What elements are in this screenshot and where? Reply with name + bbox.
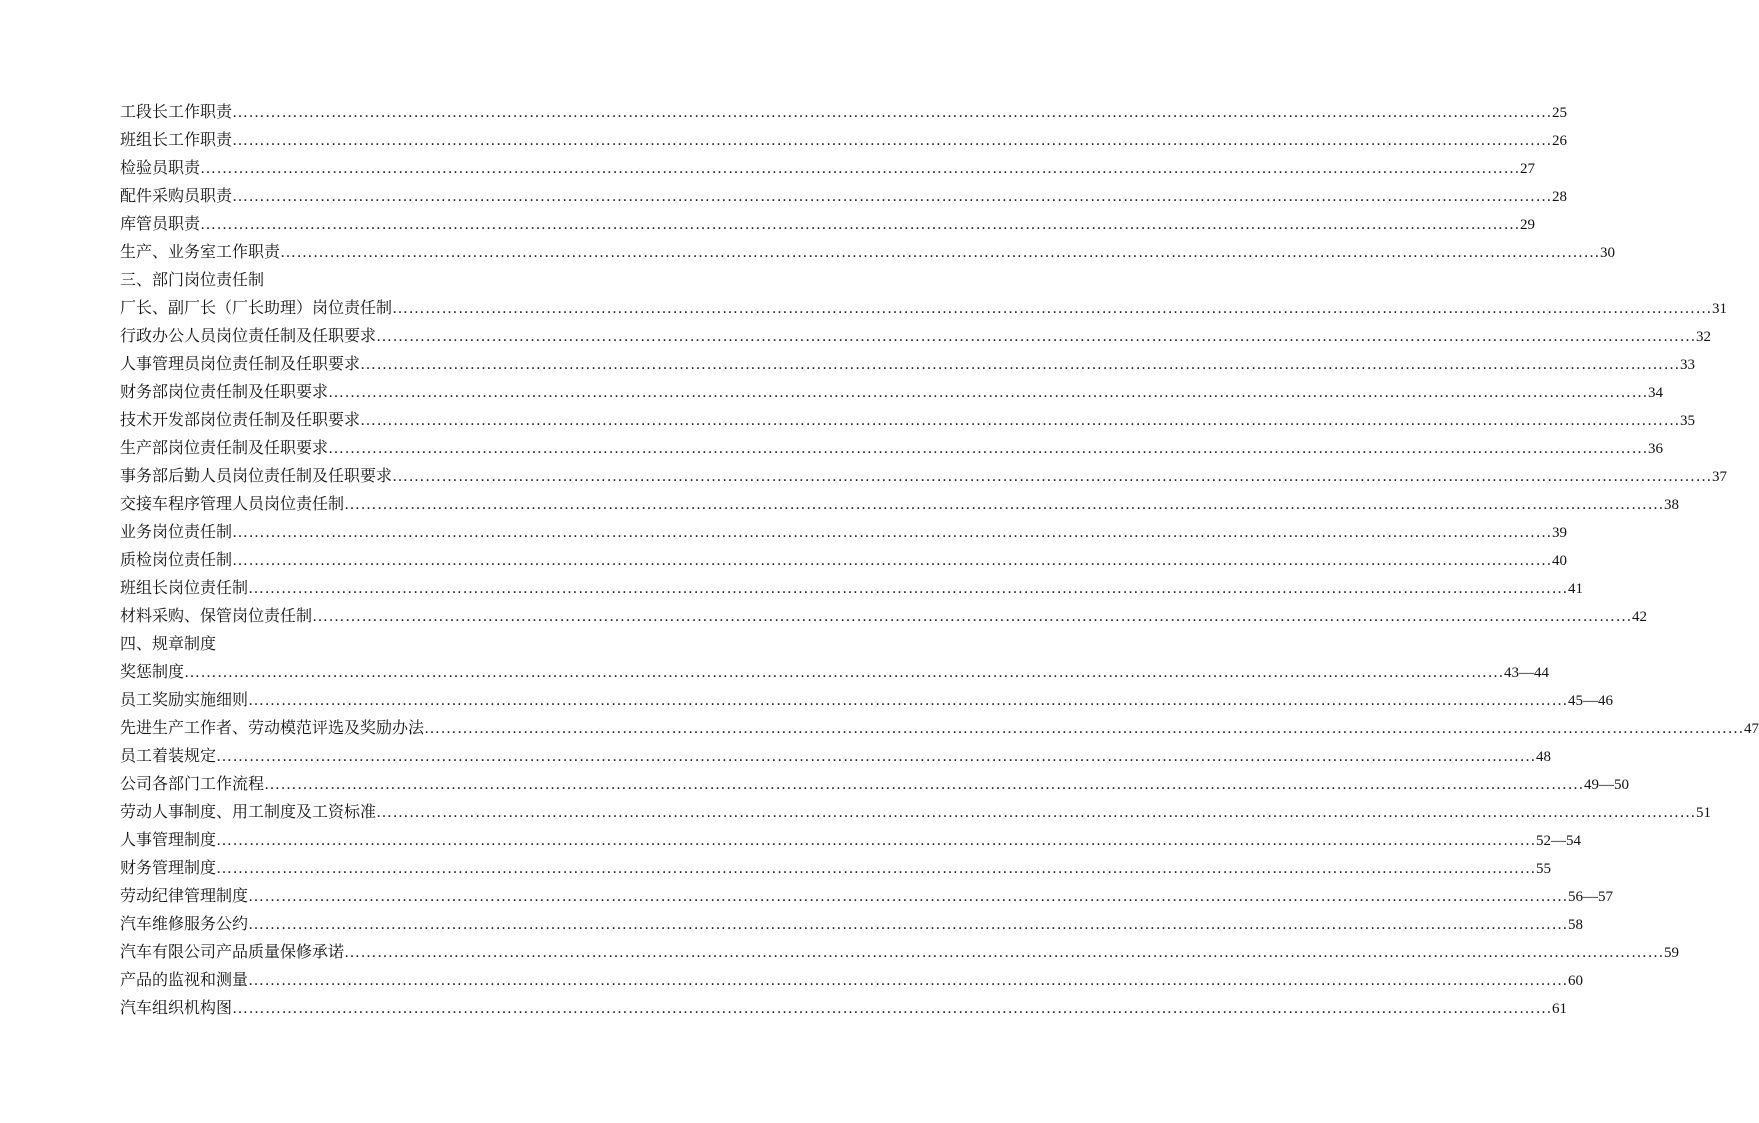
- toc-page-number: 42: [1632, 609, 1648, 625]
- toc-page-number: 60: [1568, 973, 1584, 989]
- table-of-contents: [120, 98, 1759, 1022]
- toc-entry-title: 业务岗位责任制: [120, 522, 233, 541]
- toc-page-number: 56—57: [1568, 889, 1614, 905]
- toc-page-number: 41: [1568, 581, 1584, 597]
- toc-page-number: 40: [1552, 553, 1568, 569]
- toc-entry-title: 奖惩制度: [120, 662, 185, 681]
- toc-leader-dots: ……………………………………………………………………………………………………………………………………………………………………………………………………………………: [376, 804, 1697, 821]
- toc-leader-dots: ……………………………………………………………………………………………………………………………………………………………………………………………………………………: [360, 356, 1681, 373]
- toc-page-number: 28: [1552, 189, 1568, 205]
- toc-entry-title: 人事管理员岗位责任制及任职要求: [120, 354, 361, 373]
- toc-entry: [120, 798, 1712, 826]
- toc-entry: [120, 966, 1584, 994]
- toc-entry: [120, 210, 1536, 238]
- toc-entry-title: 汽车组织机构图: [120, 998, 233, 1017]
- toc-page-number: 34: [1648, 385, 1664, 401]
- toc-entry: [120, 574, 1584, 602]
- toc-page-number: 33: [1680, 357, 1696, 373]
- toc-entry-title: 汽车维修服务公约: [120, 914, 249, 933]
- toc-entry: [120, 182, 1568, 210]
- toc-leader-dots: ……………………………………………………………………………………………………………………………………………………………………………………………………………………: [184, 664, 1505, 681]
- toc-entry-title: 班组长工作职责: [120, 130, 233, 149]
- toc-entry-title: 配件采购员职责: [120, 186, 233, 205]
- toc-entry-title: 班组长岗位责任制: [120, 578, 249, 597]
- toc-entry: [120, 854, 1552, 882]
- toc-leader-dots: ……………………………………………………………………………………………………………………………………………………………………………………………………………………: [328, 384, 1649, 401]
- toc-leader-dots: ……………………………………………………………………………………………………………………………………………………………………………………………………………………: [200, 160, 1521, 177]
- toc-entry-title: 汽车有限公司产品质量保修承诺: [120, 942, 345, 961]
- toc-leader-dots: ……………………………………………………………………………………………………………………………………………………………………………………………………………………: [248, 972, 1569, 989]
- toc-entry-title: 厂长、副厂长（厂长助理）岗位责任制: [120, 298, 393, 317]
- toc-entry: [120, 742, 1552, 770]
- toc-entry-title: 公司各部门工作流程: [120, 774, 265, 793]
- toc-section-heading: 四、规章制度: [120, 634, 217, 653]
- toc-leader-dots: ……………………………………………………………………………………………………………………………………………………………………………………………………………………: [248, 888, 1569, 905]
- toc-leader-dots: ……………………………………………………………………………………………………………………………………………………………………………………………………………………: [248, 692, 1569, 709]
- toc-page-number: 61: [1552, 1001, 1568, 1017]
- toc-leader-dots: ……………………………………………………………………………………………………………………………………………………………………………………………………………………: [328, 440, 1649, 457]
- toc-entry: [120, 350, 1696, 378]
- toc-leader-dots: ……………………………………………………………………………………………………………………………………………………………………………………………………………………: [232, 524, 1553, 541]
- toc-leader-dots: ……………………………………………………………………………………………………………………………………………………………………………………………………………………: [344, 944, 1665, 961]
- toc-page-number: 35: [1680, 413, 1696, 429]
- toc-entry: [120, 938, 1680, 966]
- toc-entry: [120, 658, 1550, 686]
- toc-leader-dots: ……………………………………………………………………………………………………………………………………………………………………………………………………………………: [248, 580, 1569, 597]
- toc-page-number: 55: [1536, 861, 1552, 877]
- toc-entry: [120, 406, 1696, 434]
- toc-leader-dots: ……………………………………………………………………………………………………………………………………………………………………………………………………………………: [392, 300, 1713, 317]
- toc-page-number: 51: [1696, 805, 1712, 821]
- toc-page-number: 47: [1744, 721, 1759, 737]
- toc-entry: [120, 98, 1568, 126]
- toc-leader-dots: ……………………………………………………………………………………………………………………………………………………………………………………………………………………: [360, 412, 1681, 429]
- toc-leader-dots: ……………………………………………………………………………………………………………………………………………………………………………………………………………………: [280, 244, 1601, 261]
- toc-page-number: 58: [1568, 917, 1584, 933]
- toc-page-number: 48: [1536, 749, 1552, 765]
- toc-page-number: 59: [1664, 945, 1680, 961]
- toc-leader-dots: ……………………………………………………………………………………………………………………………………………………………………………………………………………………: [424, 720, 1745, 737]
- toc-page-number: 52—54: [1536, 833, 1582, 849]
- toc-entry: [120, 770, 1630, 798]
- toc-leader-dots: ……………………………………………………………………………………………………………………………………………………………………………………………………………………: [344, 496, 1665, 513]
- toc-entry: [120, 826, 1582, 854]
- toc-entry: [120, 462, 1728, 490]
- toc-leader-dots: ……………………………………………………………………………………………………………………………………………………………………………………………………………………: [312, 608, 1633, 625]
- toc-page-number: 37: [1712, 469, 1728, 485]
- toc-entry: [120, 378, 1664, 406]
- toc-entry-title: 员工奖励实施细则: [120, 690, 249, 709]
- toc-leader-dots: ……………………………………………………………………………………………………………………………………………………………………………………………………………………: [248, 916, 1569, 933]
- toc-leader-dots: ……………………………………………………………………………………………………………………………………………………………………………………………………………………: [232, 188, 1553, 205]
- toc-page-number: 25: [1552, 105, 1568, 121]
- toc-entry-title: 财务部岗位责任制及任职要求: [120, 382, 329, 401]
- toc-leader-dots: ……………………………………………………………………………………………………………………………………………………………………………………………………………………: [216, 860, 1537, 877]
- toc-page-number: 27: [1520, 161, 1536, 177]
- toc-entry-title: 财务管理制度: [120, 858, 217, 877]
- toc-page-number: 38: [1664, 497, 1680, 513]
- toc-entry-title: 交接车程序管理人员岗位责任制: [120, 494, 345, 513]
- toc-entry: [120, 126, 1568, 154]
- toc-entry: [120, 154, 1536, 182]
- toc-entry: [120, 994, 1568, 1022]
- toc-entry-title: 检验员职责: [120, 158, 201, 177]
- toc-entry-title: 行政办公人员岗位责任制及任职要求: [120, 326, 377, 345]
- toc-page-number: 26: [1552, 133, 1568, 149]
- toc-page-number: 30: [1600, 245, 1616, 261]
- toc-entry: [120, 518, 1568, 546]
- toc-page-number: 31: [1712, 301, 1728, 317]
- toc-entry: [120, 322, 1712, 350]
- toc-page-number: 39: [1552, 525, 1568, 541]
- toc-leader-dots: ……………………………………………………………………………………………………………………………………………………………………………………………………………………: [232, 552, 1553, 569]
- toc-entry-title: 材料采购、保管岗位责任制: [120, 606, 313, 625]
- toc-entry: [120, 238, 1616, 266]
- toc-entry-title: 生产部岗位责任制及任职要求: [120, 438, 329, 457]
- toc-page-number: 45—46: [1568, 693, 1614, 709]
- toc-leader-dots: ……………………………………………………………………………………………………………………………………………………………………………………………………………………: [392, 468, 1713, 485]
- toc-leader-dots: ……………………………………………………………………………………………………………………………………………………………………………………………………………………: [376, 328, 1697, 345]
- toc-entry-title: 库管员职责: [120, 214, 201, 233]
- toc-entry: [120, 602, 1648, 630]
- toc-entry: [120, 294, 1728, 322]
- toc-entry: [120, 714, 1759, 742]
- toc-page-number: 36: [1648, 441, 1664, 457]
- toc-page-number: 43—44: [1504, 665, 1550, 681]
- toc-entry: [120, 882, 1614, 910]
- toc-entry-title: 生产、业务室工作职责: [120, 242, 281, 261]
- toc-page-number: 29: [1520, 217, 1536, 233]
- toc-entry: [120, 490, 1680, 518]
- toc-entry-title: 质检岗位责任制: [120, 550, 233, 569]
- toc-leader-dots: ……………………………………………………………………………………………………………………………………………………………………………………………………………………: [232, 132, 1553, 149]
- toc-leader-dots: ……………………………………………………………………………………………………………………………………………………………………………………………………………………: [232, 104, 1553, 121]
- toc-entry-title: 先进生产工作者、劳动模范评选及奖励办法: [120, 718, 425, 737]
- toc-entry-title: 人事管理制度: [120, 830, 217, 849]
- toc-entry: [120, 910, 1584, 938]
- toc-section-heading: 三、部门岗位责任制: [120, 270, 265, 289]
- toc-entry: [120, 434, 1664, 462]
- toc-entry-title: 技术开发部岗位责任制及任职要求: [120, 410, 361, 429]
- toc-entry-title: 事务部后勤人员岗位责任制及任职要求: [120, 466, 393, 485]
- toc-entry: [120, 686, 1614, 714]
- toc-entry: [120, 546, 1568, 574]
- toc-entry-title: 工段长工作职责: [120, 102, 233, 121]
- toc-entry-title: 员工着装规定: [120, 746, 217, 765]
- toc-leader-dots: ……………………………………………………………………………………………………………………………………………………………………………………………………………………: [216, 748, 1537, 765]
- toc-leader-dots: ……………………………………………………………………………………………………………………………………………………………………………………………………………………: [232, 1000, 1553, 1017]
- toc-page-number: 32: [1696, 329, 1712, 345]
- toc-leader-dots: ……………………………………………………………………………………………………………………………………………………………………………………………………………………: [264, 776, 1585, 793]
- toc-leader-dots: ……………………………………………………………………………………………………………………………………………………………………………………………………………………: [216, 832, 1537, 849]
- toc-leader-dots: ……………………………………………………………………………………………………………………………………………………………………………………………………………………: [200, 216, 1521, 233]
- toc-page-number: 49—50: [1584, 777, 1630, 793]
- toc-entry-title: 劳动人事制度、用工制度及工资标准: [120, 802, 377, 821]
- toc-entry-title: 劳动纪律管理制度: [120, 886, 249, 905]
- toc-entry-title: 产品的监视和测量: [120, 970, 249, 989]
